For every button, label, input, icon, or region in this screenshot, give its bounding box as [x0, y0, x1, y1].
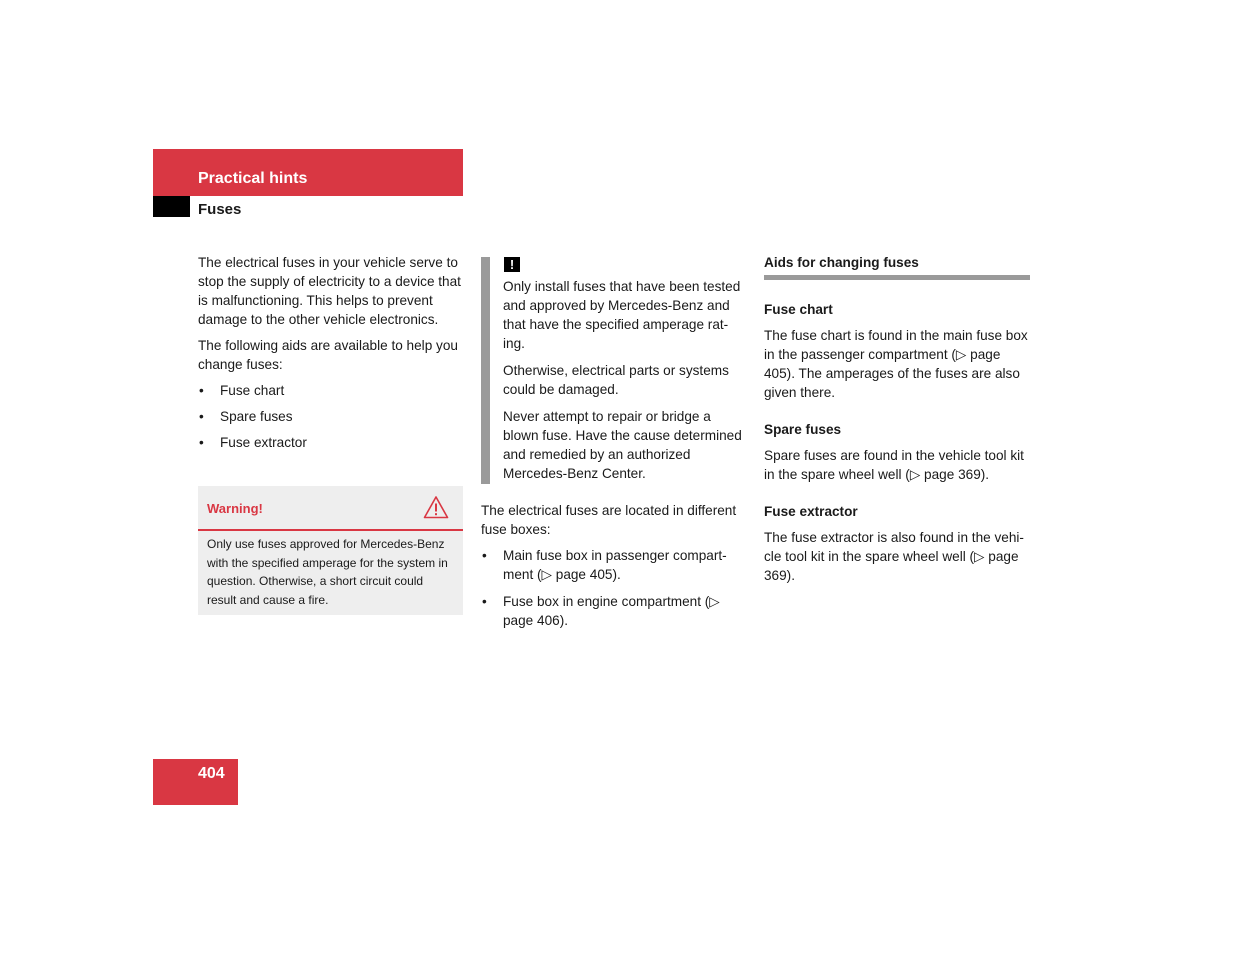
notice-paragraph: Never attempt to repair or bridge a blown fuse. Have the cause determined and remedied by an authorized Mercedes-Benz Center. [503, 409, 742, 481]
column-middle [481, 501, 747, 638]
list-item: • Fuse extractor [198, 433, 466, 452]
list-item: • Main fuse box in passenger compart-ment (▷ page 405). [481, 546, 747, 584]
fuse-box-list [481, 546, 747, 630]
list-item: • Fuse chart [198, 381, 466, 400]
subsection-title: Fuses [198, 201, 242, 218]
subsection-marker [153, 196, 190, 217]
list-item: • Spare fuses [198, 407, 466, 426]
intro-paragraph: The electrical fuses in your vehicle serve to stop the supply of electricity to a device that is malfunctioning. This helps to prevent damage to the other vehicle electronics. [198, 255, 461, 327]
page-number: 404 [198, 765, 225, 782]
aids-intro: The following aids are available to help you change fuses: [198, 338, 458, 372]
notice-paragraph: Only install fuses that have been tested and approved by Mercedes-Benz and that have the specified amperage rat-ing. [503, 279, 741, 351]
warning-header [198, 486, 463, 531]
fuse-extractor-heading: Fuse extractor [764, 504, 858, 519]
warning-label: Warning! [207, 501, 263, 516]
fuse-extractor-text: The fuse extractor is also found in the vehi-cle tool kit in the spare wheel well (▷ page 369). [764, 530, 1024, 583]
notice-bar [481, 257, 490, 484]
aids-list [198, 381, 466, 452]
fuse-chart-heading: Fuse chart [764, 302, 833, 317]
exclamation-icon: ! [504, 257, 520, 272]
page-number-box [153, 759, 238, 805]
warning-box [198, 486, 463, 615]
location-intro: The electrical fuses are located in different fuse boxes: [481, 503, 737, 537]
warning-triangle-icon [423, 495, 449, 519]
column-right [764, 253, 1030, 603]
warning-text: Only use fuses approved for Mercedes-Benz with the specified amperage for the system in question. Otherwise, a short circuit could result and cause a fire. [207, 537, 448, 607]
list-item: • Fuse box in engine compartment (▷ page 406). [481, 592, 747, 630]
spare-fuses-heading: Spare fuses [764, 422, 842, 437]
notice-text [503, 277, 747, 491]
section-title: Practical hints [198, 170, 308, 187]
section-heading: Aids for changing fuses [764, 253, 1030, 280]
fuse-chart-text: The fuse chart is found in the main fuse box in the passenger compartment (▷ page 405). The amperages of the fuses are also given there. [764, 328, 1028, 400]
notice-box [481, 257, 746, 484]
spare-fuses-text: Spare fuses are found in the vehicle tool kit in the spare wheel well (▷ page 369). [764, 448, 1024, 482]
column-left [198, 253, 466, 459]
section-header [153, 149, 463, 196]
notice-paragraph: Otherwise, electrical parts or systems could be damaged. [503, 363, 729, 397]
